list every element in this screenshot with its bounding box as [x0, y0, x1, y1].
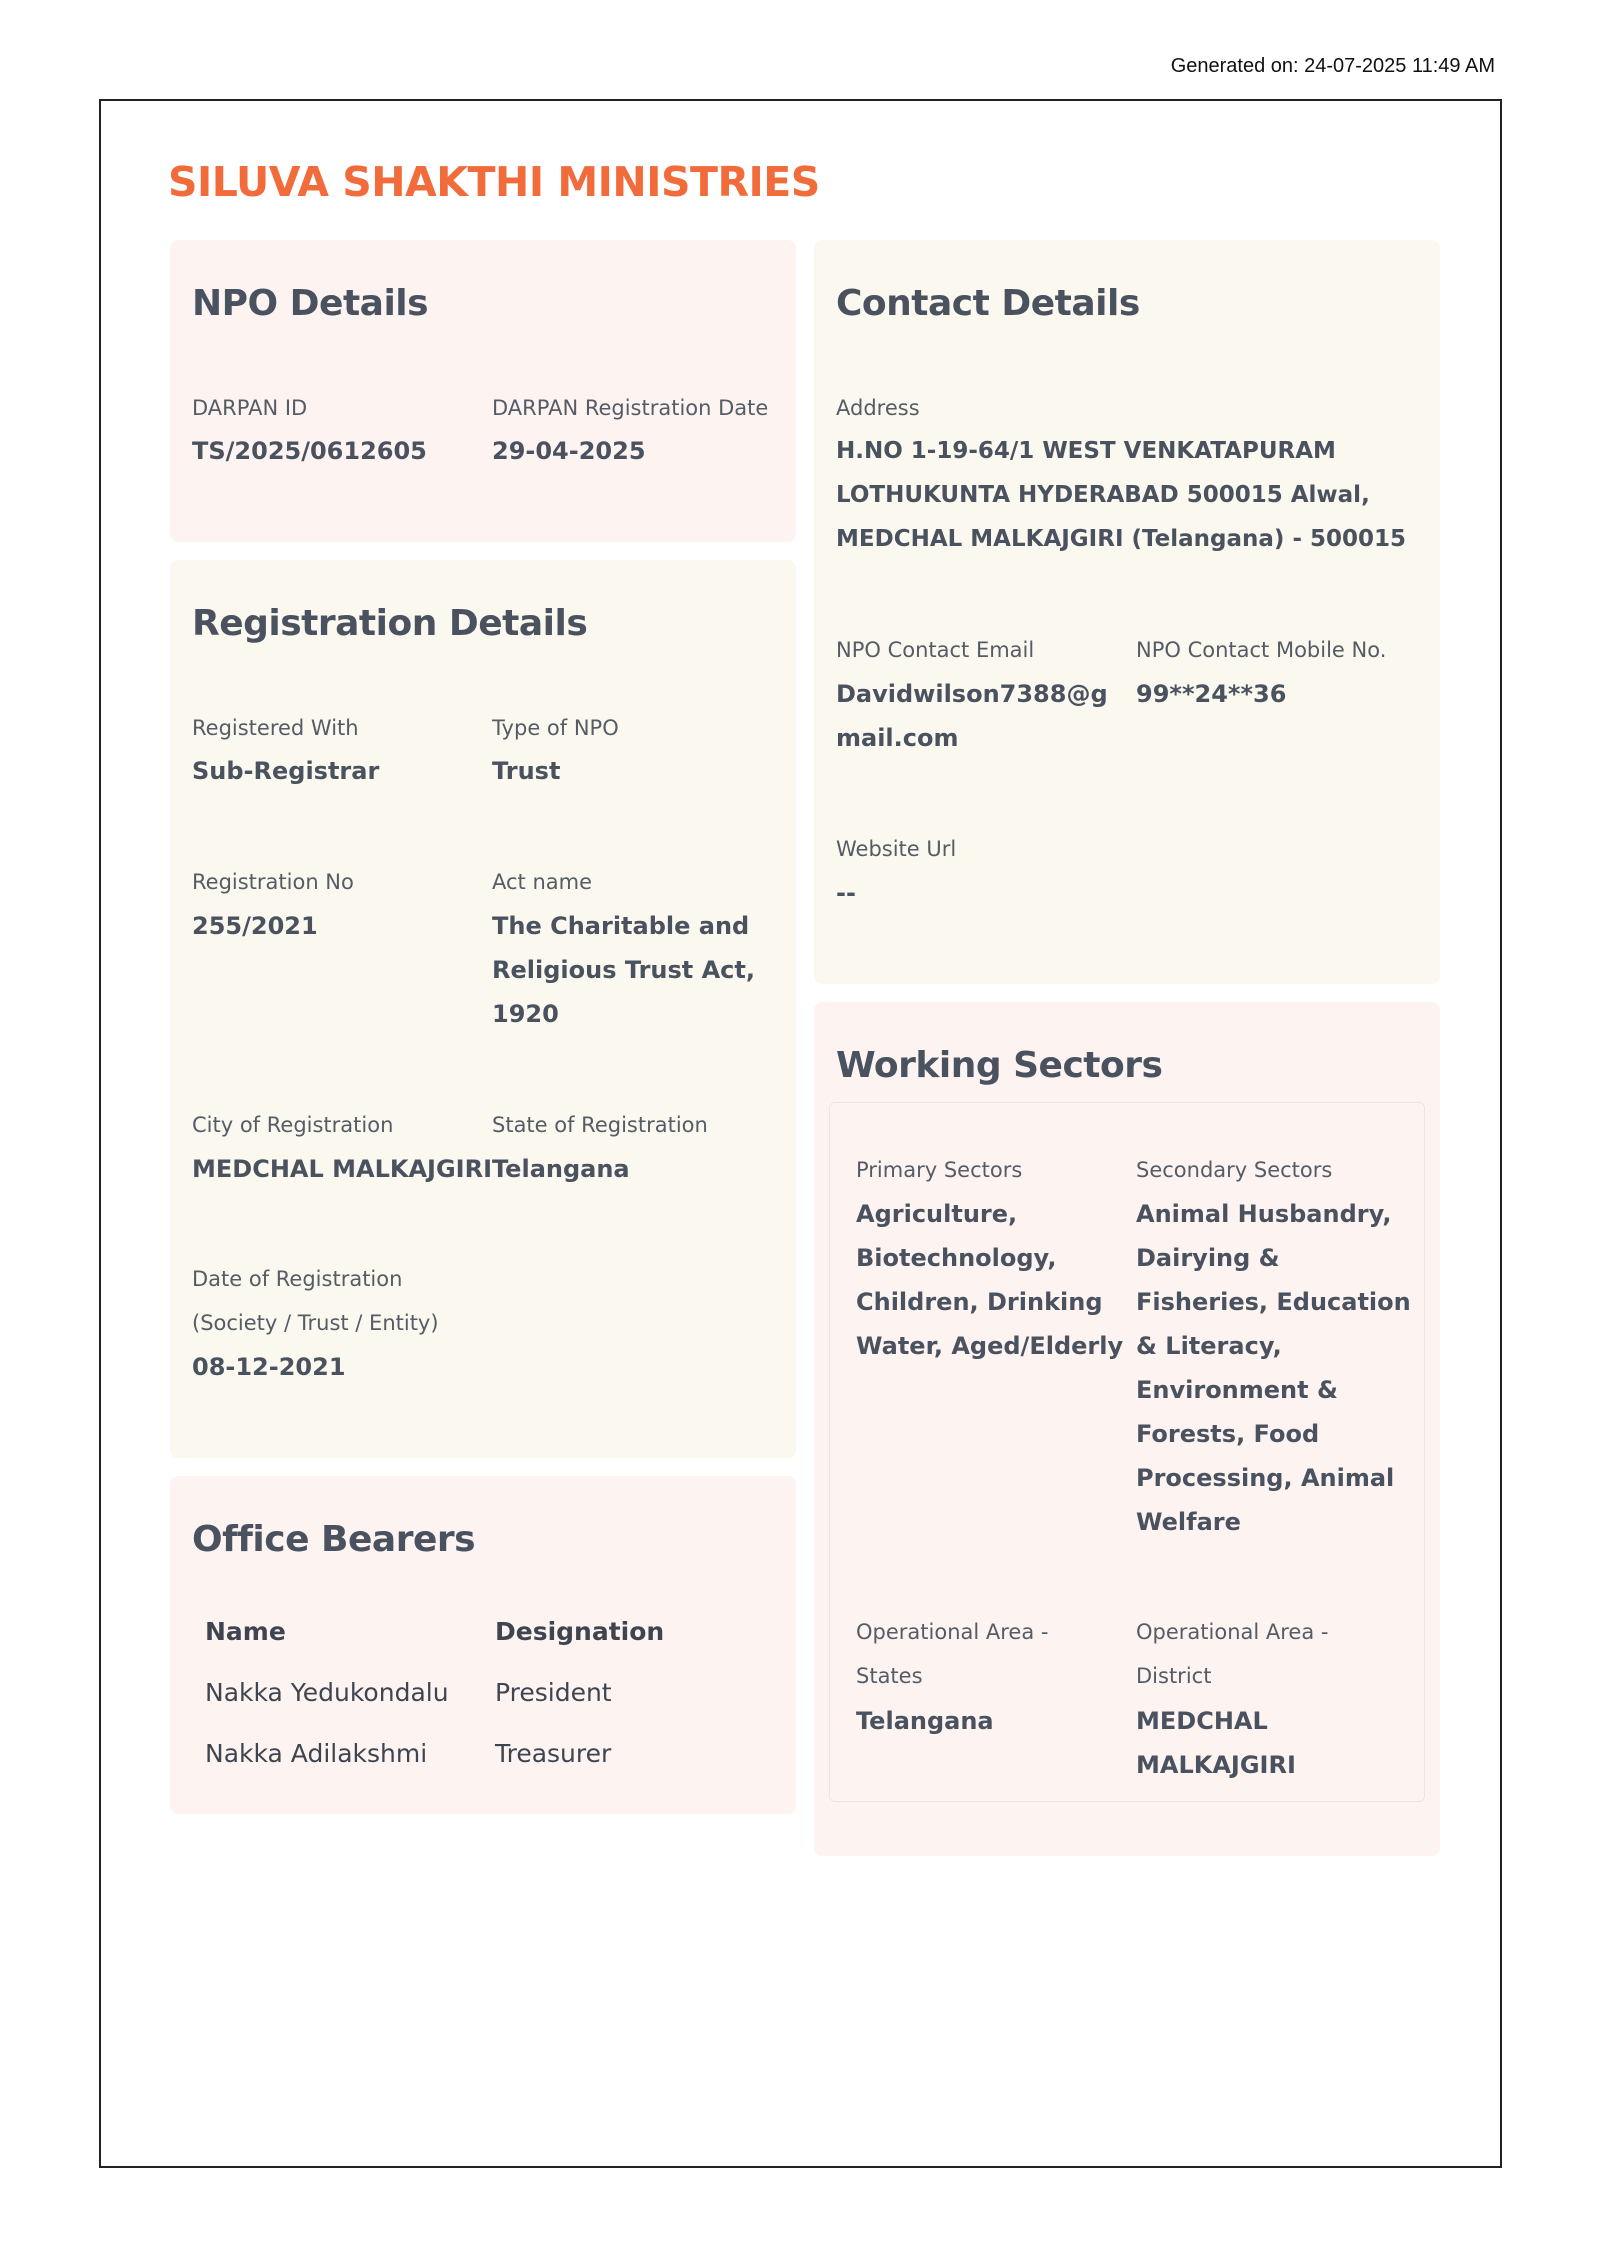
working-sectors-title: Working Sectors — [836, 1045, 1163, 1086]
date-of-registration-label-sub: (Society / Trust / Entity) — [192, 1311, 439, 1335]
bearer-name: Nakka Adilakshmi — [205, 1739, 428, 1768]
primary-sectors-label: Primary Sectors — [856, 1158, 1023, 1182]
organization-name: SILUVA SHAKTHI MINISTRIES — [168, 158, 820, 206]
office-bearers-title: Office Bearers — [192, 1519, 476, 1560]
darpan-id-label: DARPAN ID — [192, 396, 308, 420]
bearer-designation: Treasurer — [495, 1739, 612, 1768]
registration-details-card — [170, 560, 796, 1458]
darpan-id-value: TS/2025/0612605 — [192, 437, 427, 465]
npo-type-label: Type of NPO — [492, 716, 619, 740]
registration-no-value: 255/2021 — [192, 912, 318, 940]
date-of-registration-label: Date of Registration — [192, 1267, 403, 1291]
operational-district-label: Operational Area - — [1136, 1620, 1329, 1644]
state-of-registration-label: State of Registration — [492, 1113, 708, 1137]
generated-timestamp: Generated on: 24-07-2025 11:49 AM — [1170, 55, 1495, 77]
website-url-label: Website Url — [836, 837, 957, 861]
website-url-value: -- — [836, 879, 856, 907]
primary-sectors-line: Agriculture, — [856, 1200, 1018, 1228]
office-bearers-card — [170, 1476, 796, 1814]
contact-email-label: NPO Contact Email — [836, 638, 1035, 662]
registered-with-value: Sub-Registrar — [192, 757, 380, 785]
bearer-designation: President — [495, 1678, 612, 1707]
address-line: H.NO 1-19-64/1 WEST VENKATAPURAM — [836, 438, 1336, 464]
contact-email-value-cont: mail.com — [836, 724, 959, 752]
darpan-reg-date-label: DARPAN Registration Date — [492, 396, 769, 420]
date-of-registration-value: 08-12-2021 — [192, 1353, 346, 1381]
bearer-designation-header: Designation — [495, 1617, 665, 1646]
secondary-sectors-line: Fisheries, Education — [1136, 1288, 1411, 1316]
npo-details-title: NPO Details — [192, 283, 429, 324]
registration-no-label: Registration No — [192, 870, 354, 894]
primary-sectors-line: Biotechnology, — [856, 1244, 1057, 1272]
state-of-registration-value: Telangana — [492, 1155, 630, 1183]
city-of-registration-label: City of Registration — [192, 1113, 394, 1137]
contact-mobile-value: 99**24**36 — [1136, 680, 1287, 708]
secondary-sectors-line: & Literacy, — [1136, 1332, 1282, 1360]
operational-district-line: MALKAJGIRI — [1136, 1751, 1296, 1779]
act-name-label: Act name — [492, 870, 593, 894]
secondary-sectors-line: Dairying & — [1136, 1244, 1280, 1272]
contact-details-title: Contact Details — [836, 283, 1140, 324]
address-line: MEDCHAL MALKAJGIRI (Telangana) - 500015 — [836, 526, 1407, 552]
secondary-sectors-line: Environment & — [1136, 1376, 1338, 1404]
registration-details-title: Registration Details — [192, 603, 588, 644]
secondary-sectors-line: Forests, Food — [1136, 1420, 1320, 1448]
registered-with-label: Registered With — [192, 716, 359, 740]
operational-states-value: Telangana — [856, 1707, 994, 1735]
primary-sectors-line: Water, Aged/Elderly — [856, 1332, 1124, 1360]
contact-mobile-label: NPO Contact Mobile No. — [1136, 638, 1387, 662]
secondary-sectors-line: Welfare — [1136, 1508, 1241, 1536]
npo-details-card — [170, 240, 796, 542]
bearer-name-header: Name — [205, 1617, 286, 1646]
operational-states-label: Operational Area - — [856, 1620, 1049, 1644]
secondary-sectors-line: Processing, Animal — [1136, 1464, 1395, 1492]
bearer-name: Nakka Yedukondalu — [205, 1678, 449, 1707]
operational-district-label-sub: District — [1136, 1664, 1212, 1688]
secondary-sectors-label: Secondary Sectors — [1136, 1158, 1333, 1182]
address-label: Address — [836, 396, 920, 420]
darpan-reg-date-value: 29-04-2025 — [492, 437, 646, 465]
operational-states-label-sub: States — [856, 1664, 923, 1688]
secondary-sectors-line: Animal Husbandry, — [1136, 1200, 1392, 1228]
npo-type-value: Trust — [492, 757, 561, 785]
act-name-line: The Charitable and — [492, 912, 750, 940]
contact-email-value: Davidwilson7388@g — [836, 680, 1108, 708]
city-of-registration-value: MEDCHAL MALKAJGIRI — [192, 1155, 493, 1183]
contact-details-card — [814, 240, 1440, 984]
working-sectors-card — [814, 1002, 1440, 1856]
operational-district-line: MEDCHAL — [1136, 1707, 1268, 1735]
act-name-line: 1920 — [492, 1000, 559, 1028]
primary-sectors-line: Children, Drinking — [856, 1288, 1103, 1316]
address-line: LOTHUKUNTA HYDERABAD 500015 Alwal, — [836, 482, 1370, 508]
act-name-line: Religious Trust Act, — [492, 956, 755, 984]
